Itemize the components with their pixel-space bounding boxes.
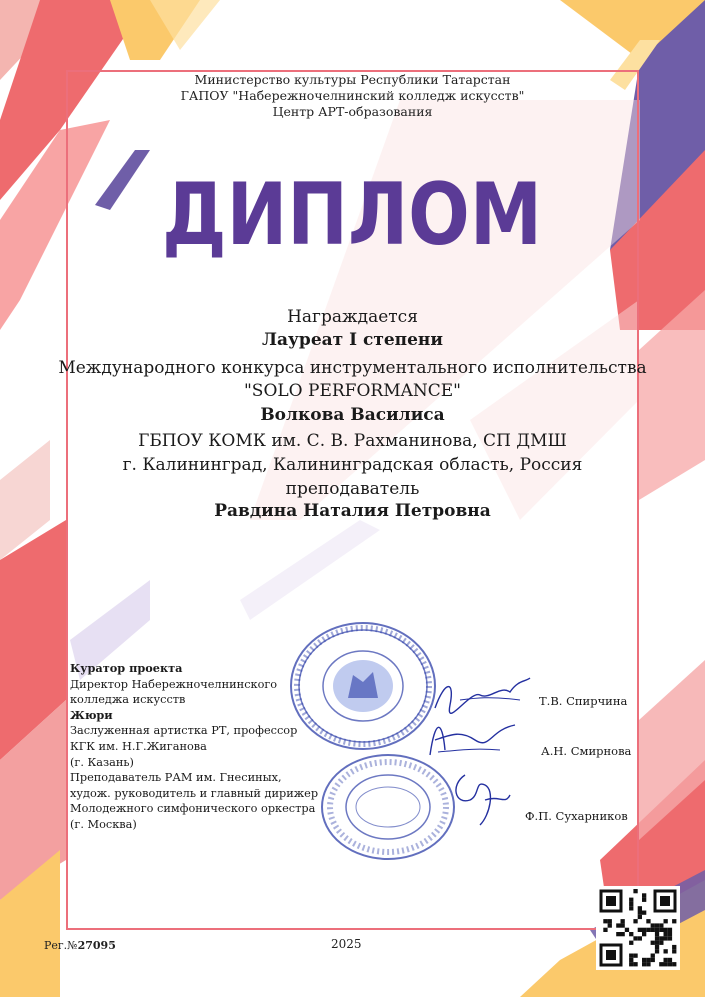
- jury-member1-line3: (г. Казань): [70, 755, 134, 769]
- contest-title: "SOLO PERFORMANCE": [243, 381, 461, 401]
- jury-signature-1: [420, 710, 520, 765]
- reg-number: 27095: [77, 939, 116, 952]
- curator-label: Куратор проекта: [70, 661, 183, 675]
- school-name: ГБПОУ КОМК им. С. В. Рахманинова, СП ДМШ: [138, 431, 567, 451]
- title-text: ДИПЛОМ: [162, 165, 542, 265]
- diploma-title: [160, 165, 545, 265]
- jury-member1-line2: КГК им. Н.Г.Жиганова: [70, 739, 207, 753]
- location: г. Калининград, Калининградская область, Россия: [122, 455, 583, 475]
- curator-position-line2: колледжа искусств: [70, 693, 186, 707]
- reg-prefix: Рег.№: [44, 939, 78, 952]
- curator-position-line1: Директор Набережночелнинского: [70, 677, 278, 691]
- signatories-block: [70, 661, 340, 833]
- participant-name: Волкова Василиса: [260, 405, 445, 425]
- jury-member2-line1: Преподаватель РАМ им. Гнесиных,: [70, 771, 282, 785]
- award-intro: Награждается: [287, 307, 418, 327]
- jury-member1-line1: Заслуженная артистка РТ, профессор: [70, 724, 298, 738]
- jury-member1-name: А.Н. Смирнова: [541, 744, 632, 758]
- contest-name: Международного конкурса инструментального исполнительства: [58, 358, 647, 378]
- center-line: Центр АРТ-образования: [272, 104, 433, 119]
- college-line: ГАПОУ "Набережночелнинский колледж искусств": [180, 88, 525, 103]
- teacher-name: Равдина Наталия Петровна: [214, 501, 491, 521]
- ministry-line: Министерство культуры Республики Татарстан: [194, 72, 511, 87]
- qr-code-icon[interactable]: [596, 886, 680, 970]
- issuer-header: [0, 72, 705, 120]
- jury-label: Жюри: [70, 707, 113, 722]
- jury-signature-2: [445, 765, 520, 840]
- jury-member2-line2: худож. руководитель и главный дирижер: [70, 786, 319, 800]
- award-degree: Лауреат I степени: [262, 330, 443, 350]
- diploma-year: 2025: [331, 937, 362, 951]
- jury-member2-line3: Молодежного симфонического оркестра: [70, 802, 316, 816]
- jury-member2-name: Ф.П. Сухарников: [525, 809, 628, 823]
- jury-member2-line4: (г. Москва): [70, 817, 137, 831]
- registration-number: [44, 939, 116, 952]
- curator-name: Т.В. Спирчина: [539, 694, 628, 708]
- teacher-label: преподаватель: [285, 479, 420, 499]
